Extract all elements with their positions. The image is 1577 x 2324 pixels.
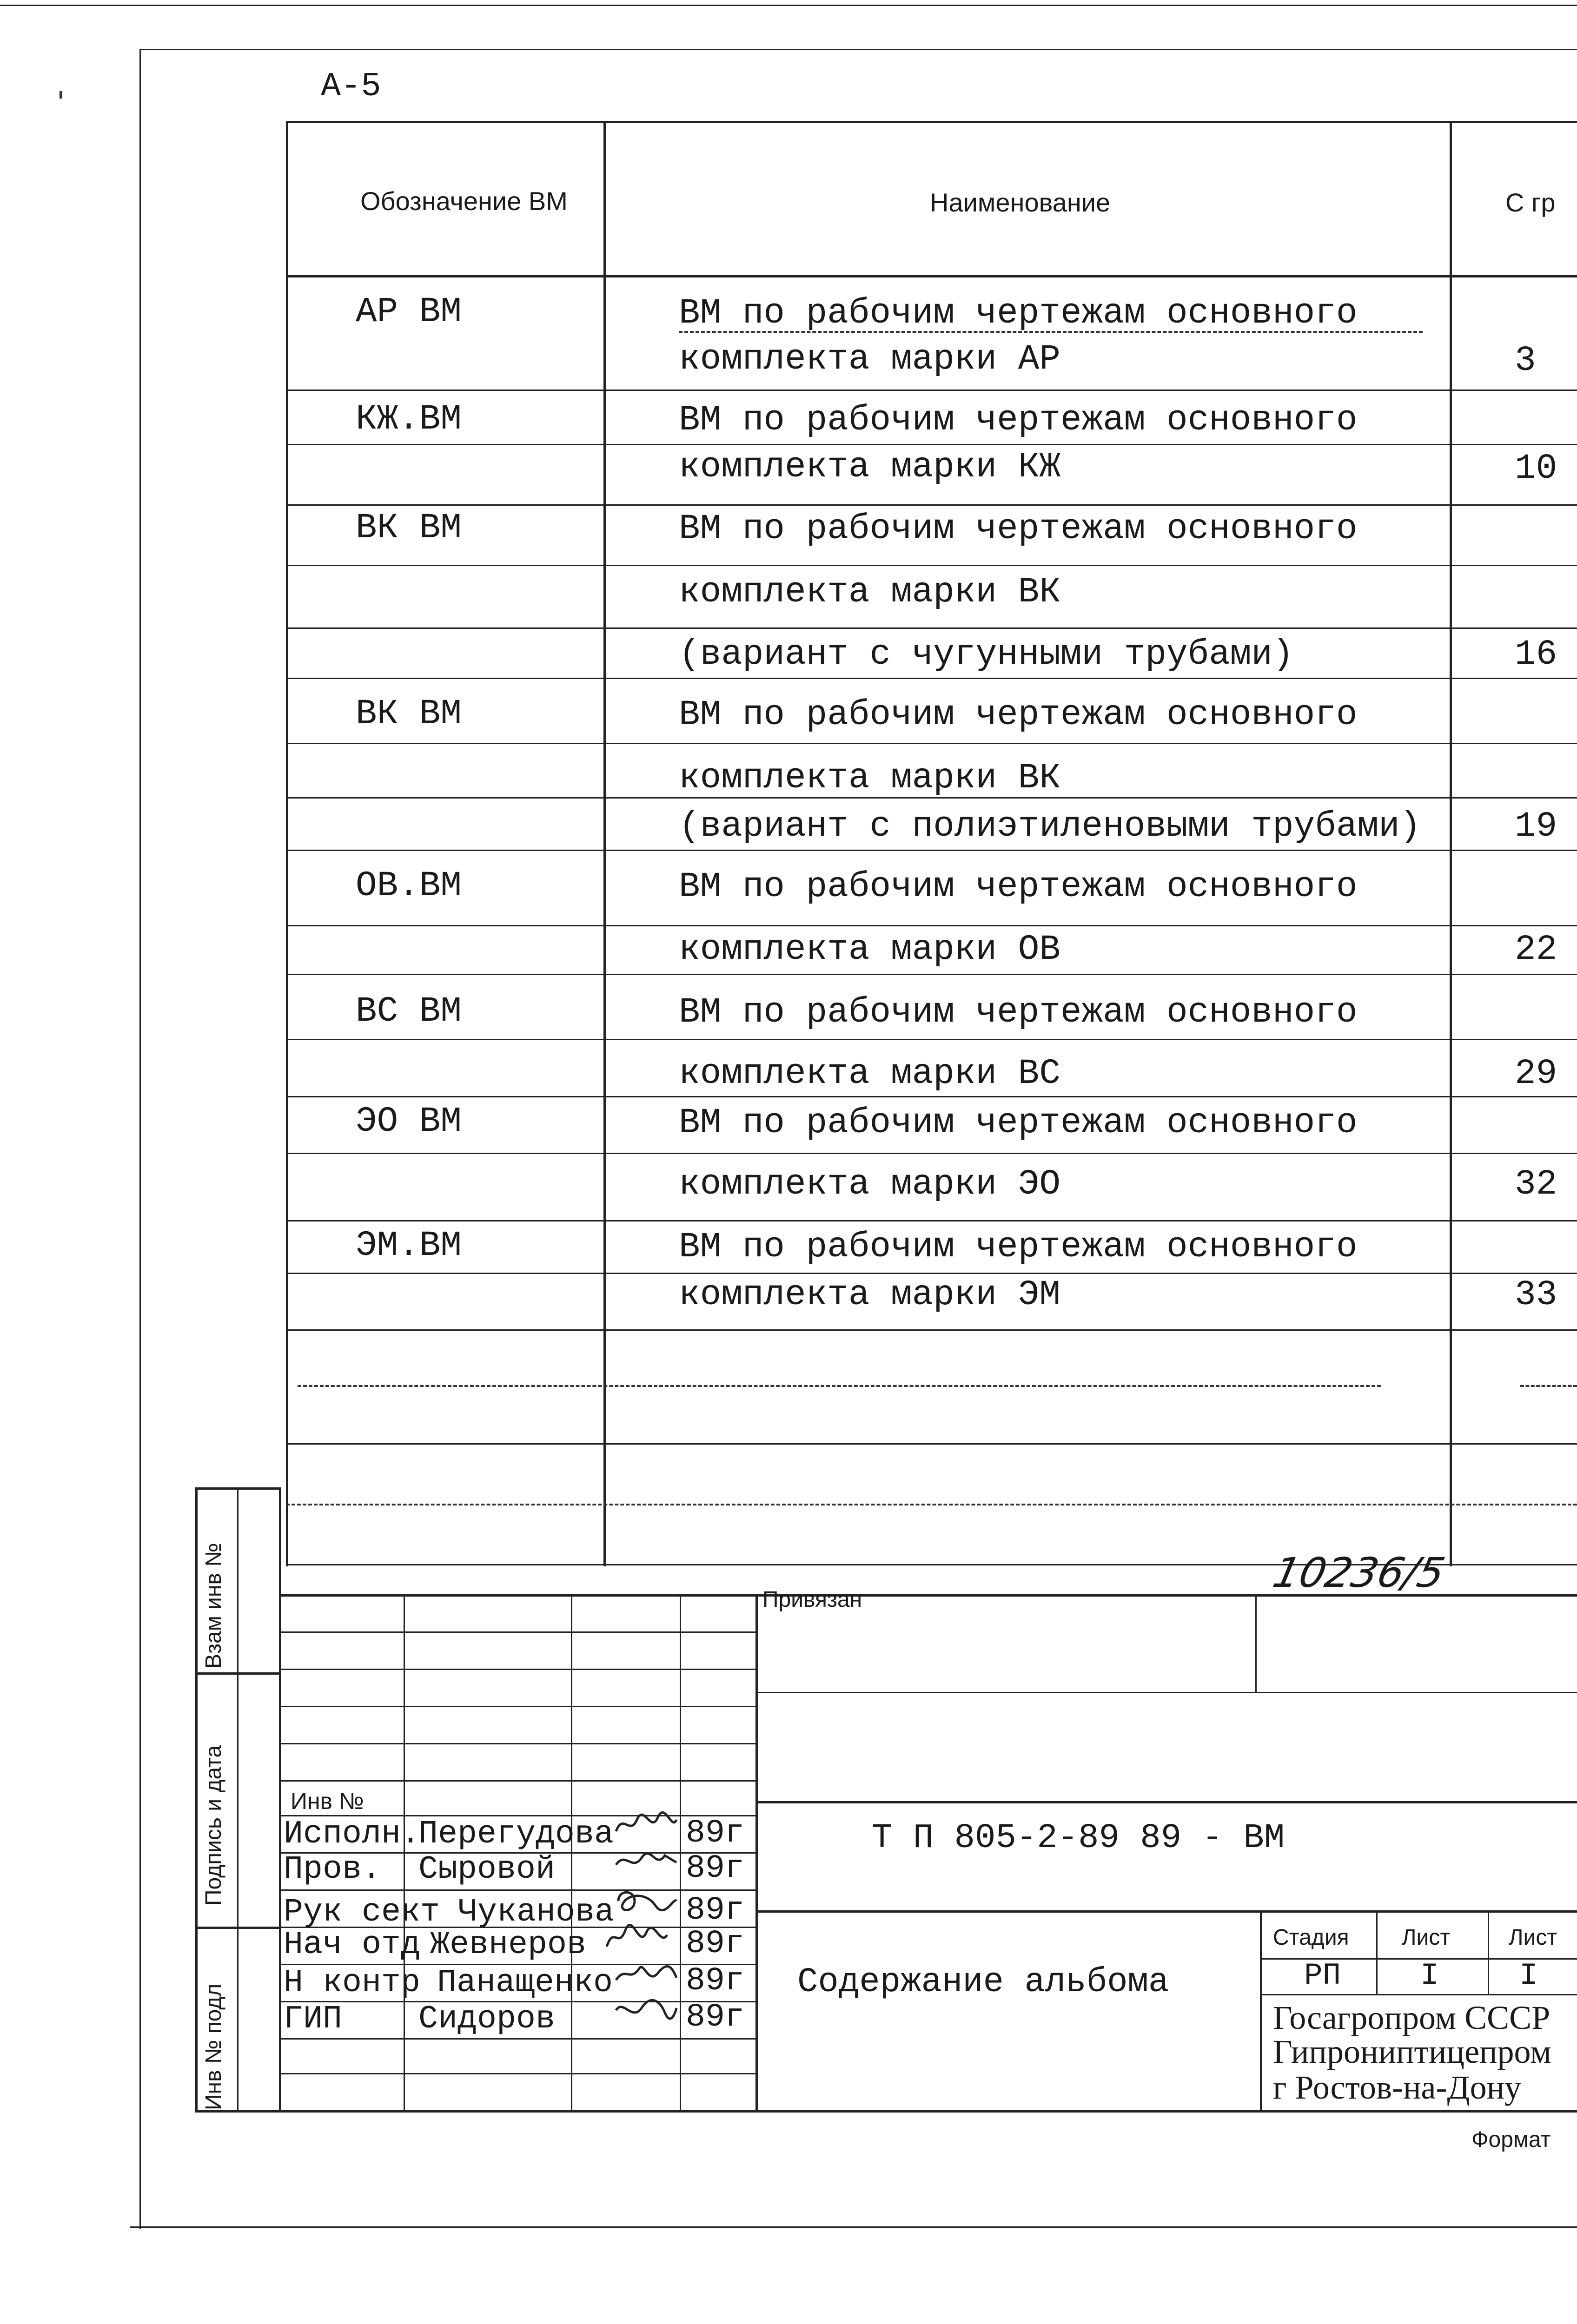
row-page: 3 [1515, 341, 1536, 381]
tb-line [1488, 1910, 1489, 1994]
row-name-line: ВМ по рабочим чертежам основного [679, 293, 1358, 333]
tb-line [1255, 1594, 1257, 1692]
row-line [286, 850, 1577, 851]
sheets-value: I [1519, 1958, 1538, 1993]
signature-scribble [614, 1959, 679, 1987]
sig-role: Рук сект [284, 1894, 440, 1931]
row-line [286, 1220, 1577, 1221]
tb-line [1260, 1910, 1262, 2110]
header-name: Наименование [930, 188, 1111, 217]
row-line [298, 1385, 1381, 1387]
sig-year: 89г [686, 1999, 745, 2036]
side-label-inv-podl: Инв № подл [201, 1983, 226, 2110]
tb-line [755, 1692, 1577, 1693]
sheet-label: А-5 [321, 67, 381, 106]
row-code: ВС ВМ [356, 991, 462, 1031]
row-name-line: комплекта марки АР [679, 339, 1060, 379]
signature-scribble [614, 1887, 679, 1915]
format-label: Формат [1471, 2127, 1551, 2152]
privyazan-label: Привязан [762, 1587, 862, 1612]
sig-name: Сыровой [418, 1851, 556, 1888]
sig-year: 89г [686, 1850, 745, 1887]
row-code: АР ВМ [356, 292, 462, 332]
sheet-header: Лист [1402, 1925, 1451, 1950]
row-line [286, 1504, 1577, 1505]
row-line [286, 1443, 1577, 1445]
sheets-header: Лист [1509, 1925, 1557, 1950]
row-name-line: комплекта марки ВК [679, 758, 1060, 798]
sig-name: Панащенко [437, 1965, 613, 2001]
row-line [286, 627, 1577, 629]
strip-right-border [279, 1487, 281, 2113]
row-name-line: комплекта марки ОВ [679, 930, 1060, 970]
row-page: 33 [1515, 1275, 1557, 1315]
document-code: Т П 805-2-89 89 - ВМ [872, 1819, 1285, 1858]
stage-value: РП [1304, 1958, 1341, 1993]
row-page: 16 [1515, 634, 1557, 674]
row-line [286, 1096, 1577, 1097]
sig-row-line [279, 2038, 755, 2040]
row-name-line: ВМ по рабочим чертежам основного [679, 1103, 1358, 1143]
sig-row-line [279, 1743, 755, 1744]
row-code: ЭО ВМ [356, 1102, 462, 1142]
table-top-border [286, 121, 1577, 123]
row-name-line: (вариант с чугунными трубами) [679, 634, 1294, 674]
table-left-border [286, 121, 288, 1566]
sig-year: 89г [686, 1815, 745, 1852]
row-line [286, 1329, 1577, 1331]
row-name-line: ВМ по рабочим чертежам основного [679, 1227, 1358, 1267]
header-designation: Обозначение ВМ [360, 186, 568, 216]
row-page: 29 [1515, 1054, 1557, 1094]
strip-inner-line [237, 1487, 239, 2113]
row-line [286, 390, 1577, 391]
handwritten-number: 10236/5 [1269, 1549, 1449, 1597]
stage-header: Стадия [1273, 1925, 1349, 1950]
row-name-line: ВМ по рабочим чертежам основного [679, 695, 1358, 735]
row-page: 22 [1515, 930, 1557, 970]
sig-row-line [279, 1889, 755, 1891]
sig-role: Нач отд [284, 1927, 421, 1963]
top-edge-line [0, 5, 1577, 6]
row-code: КЖ.ВМ [356, 399, 462, 439]
sig-role: Пров. [284, 1851, 382, 1888]
row-name-line: ВМ по рабочим чертежам основного [679, 867, 1358, 907]
sig-role: Исполн. [284, 1816, 421, 1853]
row-page: 19 [1515, 806, 1557, 846]
signature-scribble [614, 1810, 679, 1838]
sig-name: Сидоров [418, 2001, 556, 2038]
side-label-podpis: Подпись и дата [201, 1745, 226, 1906]
inv-no-label: Инв № [291, 1788, 364, 1814]
tb-line [755, 1801, 1577, 1803]
sig-name: Перегудова [418, 1816, 614, 1853]
row-name-line: ВМ по рабочим чертежам основного [679, 400, 1358, 440]
row-line [286, 974, 1577, 975]
frame-top-line [139, 49, 1577, 50]
row-line [286, 925, 1577, 926]
frame-bottom-line [130, 2226, 1577, 2228]
title-block-bottom [195, 2110, 1577, 2113]
sig-year: 89г [686, 1926, 745, 1962]
tb-line [755, 1910, 1577, 1913]
org-line-2: Гипрониптицепром [1273, 2033, 1551, 2070]
row-line [286, 565, 1577, 566]
sig-role: ГИП [284, 2001, 343, 2038]
signature-scribble [614, 1846, 679, 1874]
row-name-line: комплекта марки ВК [679, 572, 1060, 612]
signature-scribble [614, 1996, 679, 2024]
row-name-line: комплекта марки ВС [679, 1054, 1060, 1094]
org-line-1: Госагропром СССР [1273, 1999, 1550, 2036]
sig-row-line [279, 1706, 755, 1707]
row-code: ЭМ.ВМ [356, 1226, 462, 1266]
header-bottom-border [286, 275, 1577, 277]
sig-row-line [279, 2073, 755, 2074]
sig-name: Чуканова [458, 1894, 615, 1931]
header-page: С гр [1505, 188, 1556, 217]
table-col-divider-1 [603, 121, 606, 1566]
sheet-value: I [1420, 1958, 1439, 1993]
row-line [286, 678, 1577, 679]
row-line [286, 504, 1577, 506]
row-name-line: комплекта марки КЖ [679, 447, 1060, 487]
row-name-line: комплекта марки ЭМ [679, 1275, 1060, 1315]
sig-row-line [279, 1669, 755, 1670]
row-name-line: (вариант с полиэтиленовыми трубами) [679, 806, 1421, 846]
sig-row-line [279, 1780, 755, 1782]
signature-scribble [604, 1923, 669, 1951]
row-line [286, 1273, 1577, 1274]
side-label-vzam: Взам инв № [201, 1543, 226, 1669]
sig-year: 89г [686, 1963, 745, 2000]
row-name-line: ВМ по рабочим чертежам основного [679, 509, 1358, 549]
sheet-title: Содержание альбома [797, 1963, 1169, 2002]
frame-left-line [139, 49, 141, 2229]
table-col-divider-2 [1450, 121, 1452, 1566]
sig-year: 89г [686, 1892, 745, 1929]
row-page: 10 [1515, 449, 1557, 489]
strip-left-border [195, 1487, 198, 2113]
row-line [286, 743, 1577, 744]
sig-block-right-border [755, 1594, 758, 2110]
sig-role: Н контр [284, 1965, 421, 2001]
tb-line [1376, 1910, 1378, 1994]
row-name-line: ВМ по рабочим чертежам основного [679, 992, 1358, 1032]
row-page: 32 [1515, 1164, 1557, 1204]
row-line [286, 1153, 1577, 1154]
sig-name: Жевнеров [430, 1927, 587, 1963]
row-code: ВК ВМ [356, 694, 462, 734]
row-name-line: комплекта марки ЭО [679, 1164, 1060, 1204]
tb-line [1260, 1994, 1577, 1995]
margin-mark [60, 91, 62, 99]
org-line-3: г Ростов-на-Дону [1273, 2069, 1522, 2106]
title-block-top [279, 1594, 1577, 1597]
row-code: ВК ВМ [356, 508, 462, 548]
row-line [286, 1039, 1577, 1040]
row-line [1520, 1385, 1577, 1387]
row-line [286, 444, 1577, 445]
sig-row-line [279, 1631, 755, 1633]
row-code: ОВ.ВМ [356, 866, 462, 906]
